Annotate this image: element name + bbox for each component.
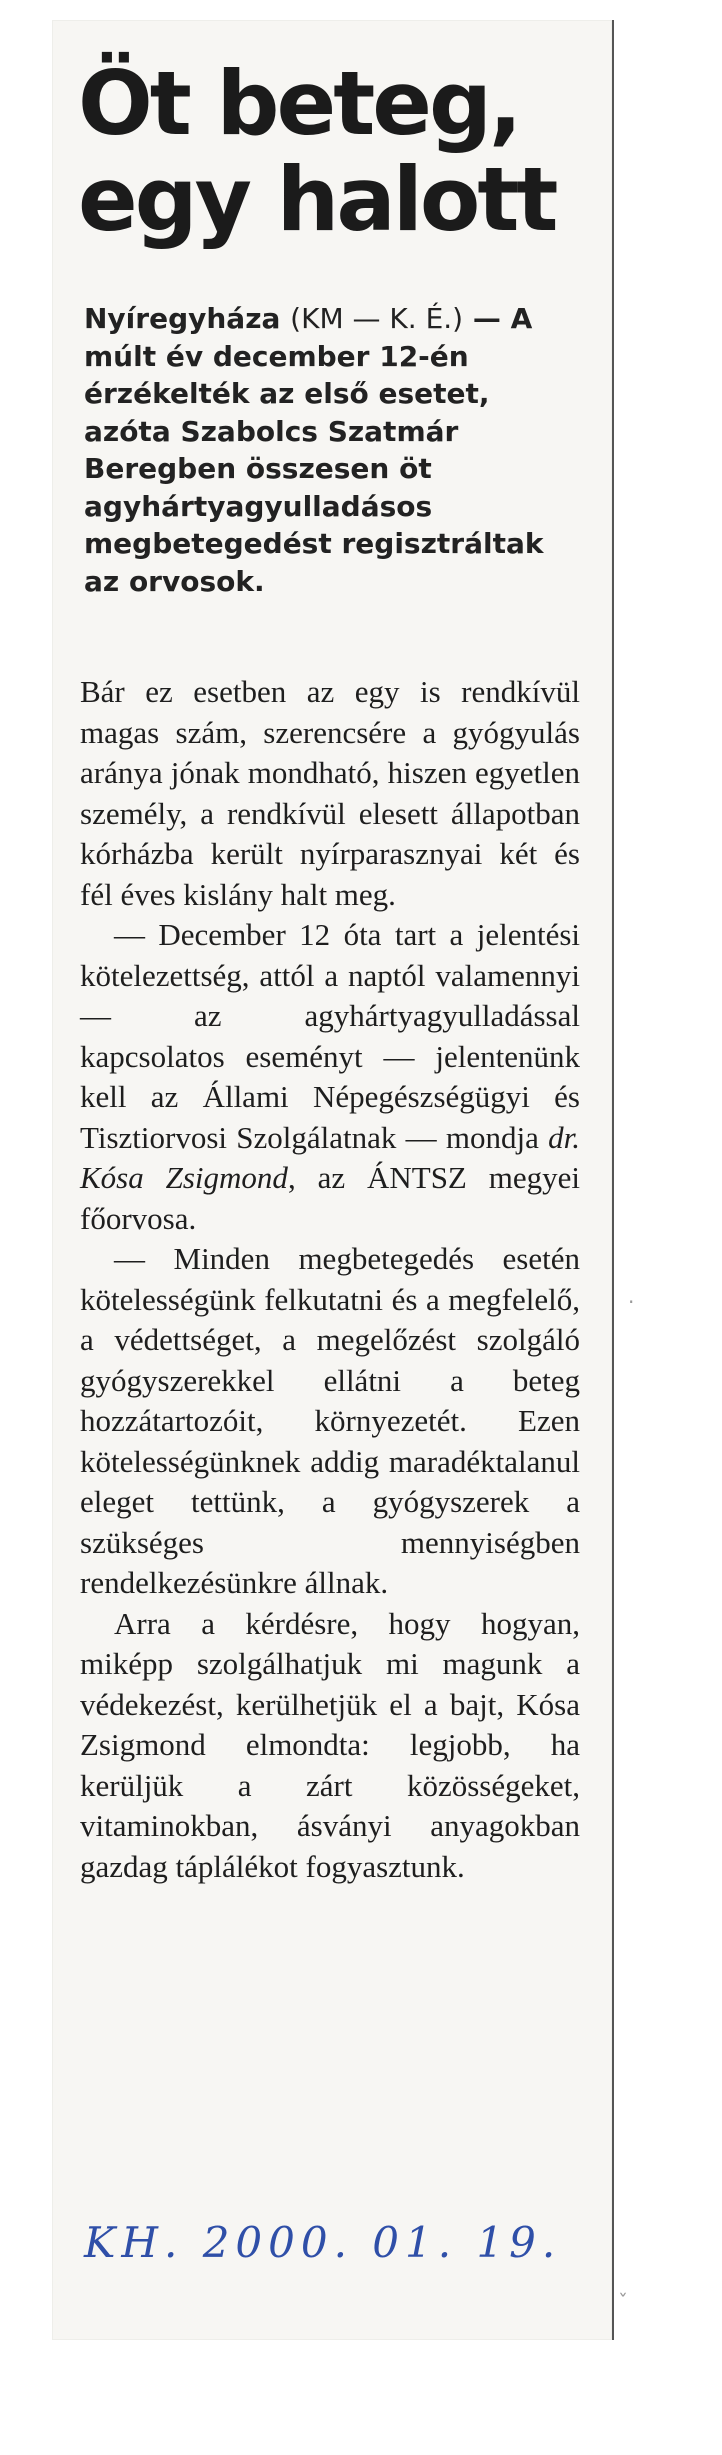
headline [78, 52, 598, 251]
headline-line-1: Öt beteg, [78, 52, 520, 155]
handwritten-date-note: KH. 2000. 01. 19. [84, 2218, 562, 2267]
article-body [80, 672, 580, 1887]
margin-mark: ˇ [618, 2290, 628, 2314]
paragraph-2 [80, 915, 580, 1239]
lead-text: — A múlt év december 12-én érzékelték az első esetet, azóta Szabolcs Szatmár Beregben összesen öt agyhártyagyulladásos megbetegedést regisztráltak az orvosok. [84, 302, 544, 598]
lead-paragraph [84, 300, 574, 600]
doctor-name: dr. Kósa Zsigmond [80, 1119, 580, 1195]
paragraph-1: Bár ez esetben az egy is rendkívül magas szám, szerencsére a gyógyulás aránya jónak mondható, hiszen egyetlen személy, a rendkívül elesett állapotban kórházba került nyírparasznyai két és fél éves kislány halt meg. [80, 674, 580, 912]
paragraph-3: — Minden megbetegedés esetén kötelességünk felkutatni és a megfelelő, a védettséget, a megelőzést szolgáló gyógyszerekkel ellátni a beteg hozzátartozóit, környezetét. Ezen kötelességünknek addig maradéktalanul eleget tettünk, a gyógyszerek a szükséges mennyiségben rendelkezésünkre állnak. [80, 1241, 580, 1600]
dateline-source: (KM — K. É.) [290, 302, 464, 335]
dateline-place: Nyíregyháza [84, 302, 281, 335]
paragraph-2-end: , az ÁNTSZ megyei főorvosa. [80, 1160, 580, 1236]
headline-line-2: egy halott [78, 148, 556, 251]
margin-dot: · [628, 1290, 635, 1314]
paragraph-4: Arra a kérdésre, hogy hogyan, miképp szolgálhatjuk mi magunk a védekezést, kerülhetjük el a bajt, Kósa Zsigmond elmondta: legjobb, ha kerüljük a zárt közösségeket, vitaminokban, ásványi anyagokban gazdag táplálékot fogyasztunk. [80, 1605, 580, 1884]
paragraph-2-start: — December 12 óta tart a jelentési kötelezettség, attól a naptól valamennyi — az agyhártyagyulladással kapcsolatos eseményt — jelentenünk kell az Állami Népegészségügyi és Tisztiorvosi Szolgálatnak — mondja [80, 917, 580, 1155]
